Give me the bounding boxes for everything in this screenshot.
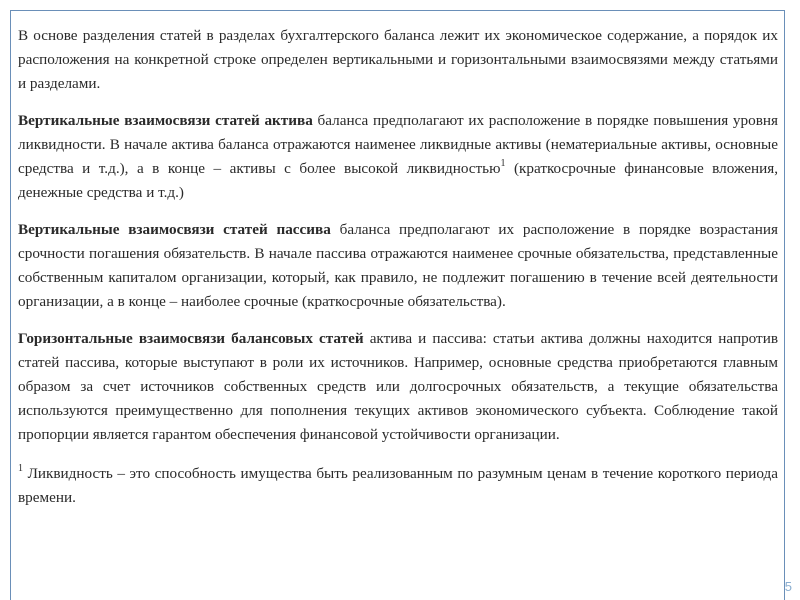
- footnote: [18, 462, 778, 510]
- footnote-number: 1: [18, 462, 23, 474]
- document-body: [18, 24, 778, 523]
- intro-paragraph: В основе разделения статей в разделах бухгалтерского баланса лежит их экономическое содержание, а порядок их расположения на конкретной строке определен вертикальными и горизонтальными взаимосвязями между статьями и разделами.: [18, 27, 778, 92]
- page-number: 5: [784, 579, 792, 594]
- liability-text: баланса предполагают их расположение в порядке возрастания срочности погашения обязательств. В начале пассива отражаются наименее срочные обязательства, представленные собственным капиталом организации, который, как правило, не подлежит погашению в течение всей деятельности организации, а в конце – наиболее срочные (краткосрочные обязательства).: [18, 221, 778, 310]
- asset-text-end: (краткосрочные финансовые вложения, денежные средства и т.д.): [18, 160, 779, 201]
- horizontal-heading: Горизонтальные взаимосвязи балансовых статей: [18, 330, 364, 347]
- asset-paragraph: [18, 109, 778, 205]
- footnote-text: Ликвидность – это способность имущества быть реализованным по разумным ценам в течение короткого периода времени.: [18, 465, 778, 506]
- horizontal-paragraph: [18, 327, 778, 447]
- liability-paragraph: [18, 218, 778, 314]
- asset-heading: Вертикальные взаимосвязи статей актива: [18, 112, 313, 129]
- footnote-marker: 1: [500, 157, 506, 169]
- liability-heading: Вертикальные взаимосвязи статей пассива: [18, 221, 331, 238]
- asset-text: баланса предполагают их расположение в порядке повышения уровня ликвидности. В начале актива баланса отражаются наименее ликвидные активы (нематериальные активы, основные средства и т.д.), а в конце – активы с более высокой ликвидностью: [18, 112, 778, 177]
- horizontal-text: актива и пассива: статьи актива должны находится напротив статей пассива, которые выступают в роли их источников. Например, основные средства приобретаются главным образом за счет источников собственных средств или долгосрочных обязательств, а текущие обязательства используются преимущественно для пополнения текущих активов экономического субъекта. Соблюдение такой пропорции является гарантом обеспечения финансовой устойчивости организации.: [18, 330, 778, 443]
